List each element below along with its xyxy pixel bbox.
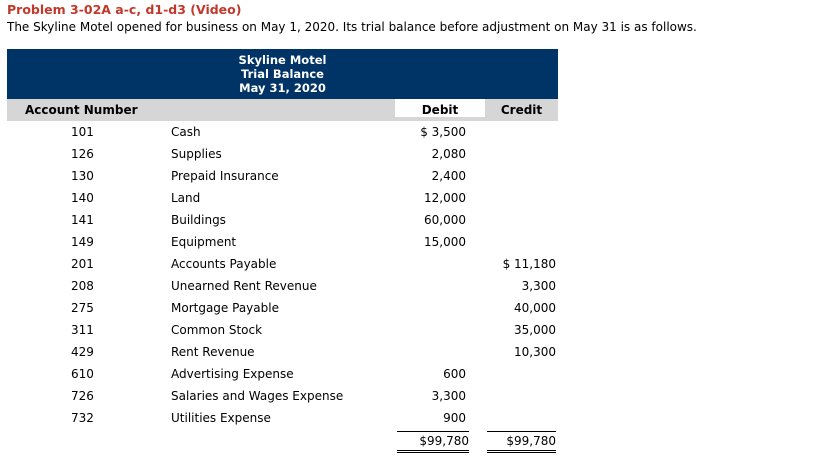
trial-balance-table xyxy=(7,49,558,455)
table-row xyxy=(7,253,558,275)
total-credit: $99,780 xyxy=(487,431,556,453)
debit-amount: $ 3,500 xyxy=(420,125,466,139)
account-number: 311 xyxy=(71,323,94,337)
account-name: Cash xyxy=(171,125,201,139)
debit-amount: 600 xyxy=(443,367,466,381)
credit-amount: 3,300 xyxy=(521,279,556,293)
statement-name: Trial Balance xyxy=(241,67,324,81)
account-number: 140 xyxy=(71,191,94,205)
trial-balance-header xyxy=(7,49,558,99)
table-row xyxy=(7,319,558,341)
credit-amount: 10,300 xyxy=(514,345,556,359)
credit-header: Credit xyxy=(500,103,543,117)
table-row xyxy=(7,385,558,407)
account-name: Prepaid Insurance xyxy=(171,169,279,183)
table-row xyxy=(7,231,558,253)
account-number: 208 xyxy=(71,279,94,293)
credit-amount: 35,000 xyxy=(514,323,556,337)
account-name: Mortgage Payable xyxy=(171,301,279,315)
credit-amount: $ 11,180 xyxy=(502,257,556,271)
table-row xyxy=(7,275,558,297)
account-name: Supplies xyxy=(171,147,222,161)
account-name: Accounts Payable xyxy=(171,257,277,271)
account-number: 141 xyxy=(71,213,94,227)
account-name: Salaries and Wages Expense xyxy=(171,389,344,403)
account-name: Land xyxy=(171,191,201,205)
account-number: 126 xyxy=(71,147,94,161)
account-name: Equipment xyxy=(171,235,237,249)
table-row xyxy=(7,143,558,165)
debit-amount: 2,400 xyxy=(431,169,466,183)
statement-date: May 31, 2020 xyxy=(239,81,326,95)
debit-header: Debit xyxy=(395,99,485,117)
account-number: 101 xyxy=(71,125,94,139)
account-number: 726 xyxy=(71,389,94,403)
table-row xyxy=(7,297,558,319)
account-number: 610 xyxy=(71,367,94,381)
debit-amount: 60,000 xyxy=(424,213,466,227)
account-name: Common Stock xyxy=(171,323,263,337)
account-name: Buildings xyxy=(171,213,226,227)
total-debit: $99,780 xyxy=(397,431,469,453)
table-row xyxy=(7,187,558,209)
account-number: 275 xyxy=(71,301,94,315)
column-header-row xyxy=(7,99,558,121)
account-number: 149 xyxy=(71,235,94,249)
account-number: 732 xyxy=(71,411,94,425)
totals-row xyxy=(7,429,558,455)
table-row xyxy=(7,165,558,187)
account-number-header: Account Number xyxy=(25,103,138,117)
account-name: Unearned Rent Revenue xyxy=(171,279,317,293)
table-row xyxy=(7,121,558,143)
account-name: Utilities Expense xyxy=(171,411,271,425)
debit-amount: 3,300 xyxy=(431,389,466,403)
credit-amount: 40,000 xyxy=(514,301,556,315)
debit-amount: 15,000 xyxy=(424,235,466,249)
problem-title: Problem 3-02A a-c, d1-d3 (Video) xyxy=(7,2,242,17)
table-row xyxy=(7,209,558,231)
table-row xyxy=(7,363,558,385)
account-name: Rent Revenue xyxy=(171,345,255,359)
account-number: 201 xyxy=(71,257,94,271)
problem-intro: The Skyline Motel opened for business on May 1, 2020. Its trial balance before adjustment on May 31 is as follows. xyxy=(7,20,697,34)
table-row xyxy=(7,341,558,363)
company-name: Skyline Motel xyxy=(238,53,327,67)
account-number: 130 xyxy=(71,169,94,183)
account-name: Advertising Expense xyxy=(171,367,294,381)
debit-amount: 2,080 xyxy=(431,147,466,161)
account-number: 429 xyxy=(71,345,94,359)
account-rows xyxy=(7,121,558,429)
debit-amount: 900 xyxy=(443,411,466,425)
debit-amount: 12,000 xyxy=(424,191,466,205)
table-row xyxy=(7,407,558,429)
